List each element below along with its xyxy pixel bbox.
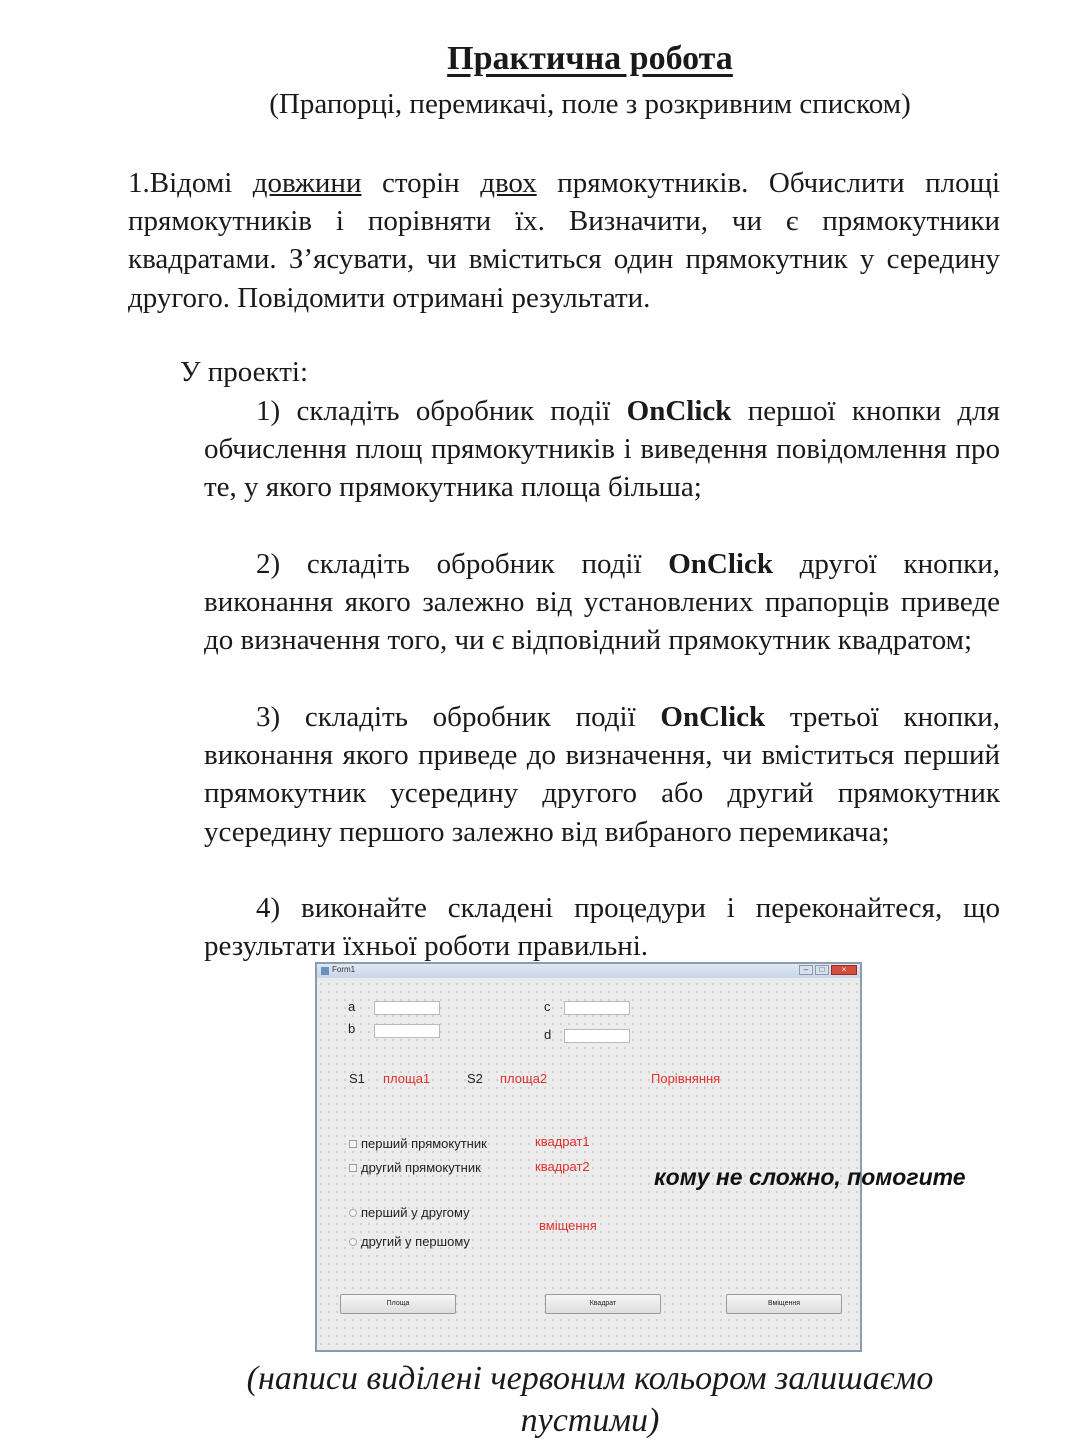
input-c[interactable] (564, 1001, 630, 1015)
in-project-label: У проекті: (180, 356, 309, 388)
maximize-button[interactable]: □ (815, 965, 829, 975)
area1-label: площа1 (383, 1071, 431, 1086)
page-title: Практична робота (447, 40, 733, 77)
form-app-icon (321, 967, 329, 975)
footnote: (написи виділені червоним кольором залишаємо пустими) (246, 1360, 934, 1439)
label-a: a (348, 999, 356, 1014)
radio-label: другий у першому (361, 1234, 470, 1249)
task-item-3: 3) складіть обробник події OnClick третьої кнопки, виконання якого приведе до визначення, чи вміститься перший прямокутник усередину другого або другий прямокутник усередину першого залежно від вибраного перемикача; (204, 701, 1000, 848)
checkbox-label: другий прямокутник (361, 1160, 481, 1175)
minimize-button[interactable]: – (799, 965, 813, 975)
input-a[interactable] (374, 1001, 440, 1015)
checkbox-second[interactable] (349, 1160, 481, 1175)
radio-circle[interactable] (349, 1238, 357, 1246)
square1-label: квадрат1 (535, 1134, 590, 1149)
radio-second-in-first[interactable] (349, 1234, 470, 1249)
overlay-comment: кому не сложно, помогите (654, 1164, 966, 1190)
fit-label: вміщення (539, 1218, 597, 1233)
label-s1: S1 (349, 1071, 365, 1086)
area-button[interactable]: Площа (340, 1294, 456, 1314)
radio-circle[interactable] (349, 1209, 357, 1217)
task-text: 1.Відомі довжини сторін двох прямокутників. Обчислити площі прямокутників і порівняти їх. Визначити, чи є прямокутники квадратами. З’ясувати, чи вміститься один прямокутник у середину другого. Повідомити отримані результати. (128, 167, 1000, 314)
task-item-2: 2) складіть обробник події OnClick другої кнопки, виконання якого залежно від установлених прапорців приведе до визначення того, чи є відповідний прямокутник квадратом; (204, 548, 1000, 657)
compare-label: Порівняння (651, 1071, 721, 1086)
input-b[interactable] (374, 1024, 440, 1038)
task-item-4: 4) виконайте складені процедури і переконайтеся, що результати їхньої роботи правильні. (204, 892, 1000, 963)
form-titlebar (317, 964, 860, 978)
task-item-1: 1) складіть обробник події OnClick першої кнопки для обчислення площ прямокутників і виведення повідомлення про те, у якого прямокутника площа більша; (204, 395, 1000, 504)
page-subtitle: (Прапорці, перемикачі, поле з розкривним списком) (269, 88, 911, 120)
square2-label: квадрат2 (535, 1159, 590, 1174)
area2-label: площа2 (500, 1071, 548, 1086)
label-b: b (348, 1021, 356, 1036)
form-window (315, 962, 862, 1352)
checkbox-label: перший прямокутник (361, 1136, 487, 1151)
input-d[interactable] (564, 1029, 630, 1043)
checkbox-box[interactable] (349, 1164, 357, 1172)
checkbox-box[interactable] (349, 1140, 357, 1148)
close-button[interactable]: × (831, 965, 857, 975)
checkbox-first[interactable] (349, 1136, 487, 1151)
radio-first-in-second[interactable] (349, 1205, 470, 1220)
label-s2: S2 (467, 1071, 483, 1086)
fit-button[interactable]: Вміщення (726, 1294, 842, 1314)
form-title: Form1 (332, 965, 356, 974)
label-d: d (544, 1027, 552, 1042)
square-button[interactable]: Квадрат (545, 1294, 661, 1314)
radio-label: перший у другому (361, 1205, 470, 1220)
label-c: c (544, 999, 551, 1014)
